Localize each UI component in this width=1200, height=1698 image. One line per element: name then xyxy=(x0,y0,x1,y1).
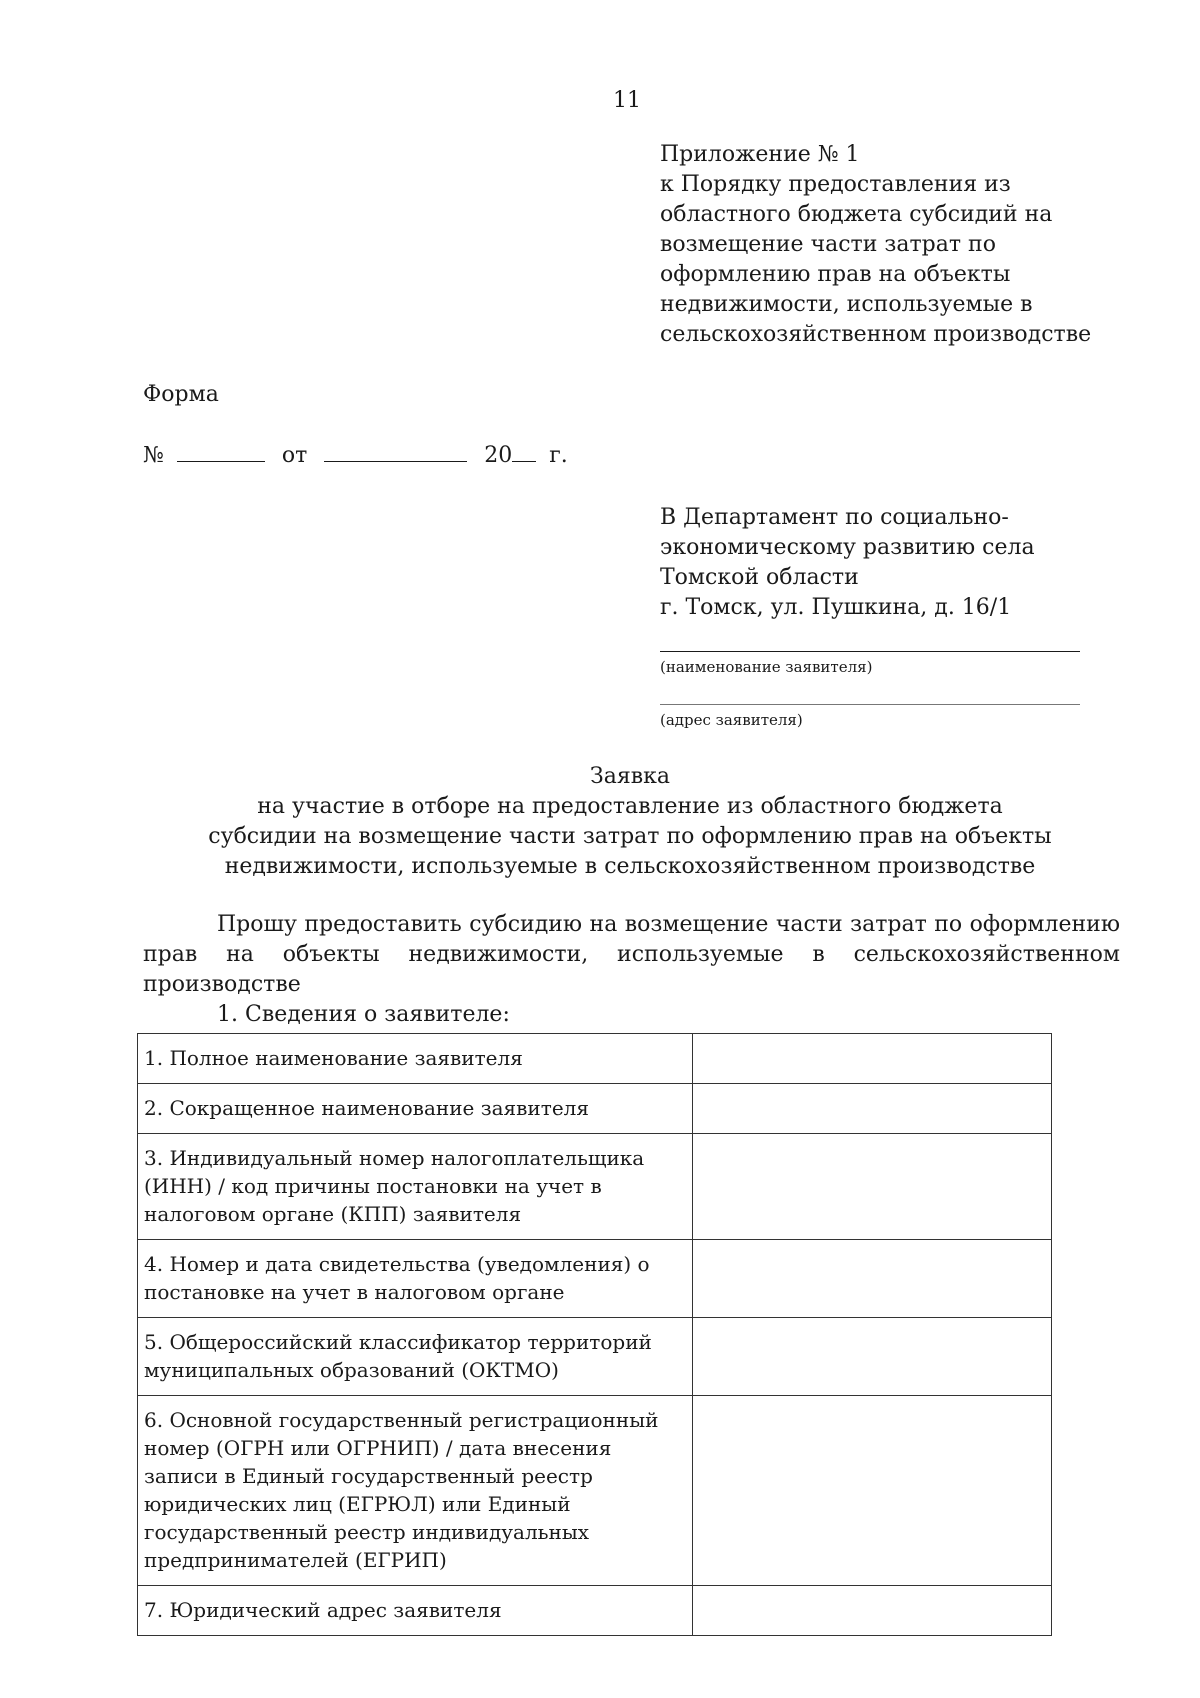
form-label: Форма xyxy=(143,382,219,407)
from-word: от xyxy=(281,443,308,468)
recipient-line: В Департамент по социально- xyxy=(660,505,1009,530)
application-title xyxy=(0,762,1200,882)
row-value-cell[interactable] xyxy=(692,1034,1051,1084)
page-number: 11 xyxy=(613,88,641,113)
table-row xyxy=(138,1034,1052,1084)
row-label: 3. Индивидуальный номер налогоплательщика (ИНН) / код причины постановки на учет в налоговом органе (КПП) заявителя xyxy=(138,1134,693,1240)
applicant-name-field[interactable] xyxy=(660,651,1080,676)
row-value-cell[interactable] xyxy=(692,1318,1051,1396)
request-paragraph: Прошу предоставить субсидию на возмещение части затрат по оформлению прав на объекты недвижимости, используемые в сельскохозяйственном производстве xyxy=(143,912,1120,997)
appendix-line: областного бюджета субсидий на xyxy=(660,202,1053,227)
application-number-line xyxy=(143,443,568,468)
applicant-name-line[interactable] xyxy=(660,651,1080,652)
recipient-line: Томской области xyxy=(660,565,859,590)
table-row xyxy=(138,1084,1052,1134)
applicant-address-line[interactable] xyxy=(660,704,1080,705)
row-value-cell[interactable] xyxy=(692,1586,1051,1636)
title-line: Заявка xyxy=(590,764,670,789)
table-row xyxy=(138,1240,1052,1318)
number-sign: № xyxy=(143,443,164,468)
applicant-address-field[interactable] xyxy=(660,704,1080,729)
row-label: 7. Юридический адрес заявителя xyxy=(138,1586,693,1636)
section-heading: 1. Сведения о заявителе: xyxy=(217,1002,510,1027)
appendix-line: оформлению прав на объекты xyxy=(660,262,1011,287)
number-blank[interactable] xyxy=(177,443,265,462)
appendix-line: возмещение части затрат по xyxy=(660,232,996,257)
row-value-cell[interactable] xyxy=(692,1084,1051,1134)
year-suffix: г. xyxy=(549,443,568,468)
appendix-line: Приложение № 1 xyxy=(660,142,860,167)
row-label: 6. Основной государственный регистрационный номер (ОГРН или ОГРНИП) / дата внесения записи в Единый государственный реестр юридических лиц (ЕГРЮЛ) или Единый государственный реестр индивидуальных предпринимателей (ЕГРИП) xyxy=(138,1396,693,1586)
applicant-info-table xyxy=(137,1033,1052,1636)
appendix-line: сельскохозяйственном производстве xyxy=(660,322,1092,347)
year-prefix: 20 xyxy=(484,443,513,468)
row-value-cell[interactable] xyxy=(692,1134,1051,1240)
table-row xyxy=(138,1586,1052,1636)
table-row xyxy=(138,1318,1052,1396)
row-value-cell[interactable] xyxy=(692,1396,1051,1586)
recipient-block xyxy=(660,503,1035,623)
appendix-header xyxy=(660,140,1091,350)
title-line: на участие в отборе на предоставление из областного бюджета xyxy=(257,794,1003,819)
row-label: 1. Полное наименование заявителя xyxy=(138,1034,693,1084)
title-line: субсидии на возмещение части затрат по оформлению прав на объекты xyxy=(208,824,1052,849)
recipient-line: г. Томск, ул. Пушкина, д. 16/1 xyxy=(660,595,1012,620)
appendix-line: к Порядку предоставления из xyxy=(660,172,1011,197)
recipient-line: экономическому развитию села xyxy=(660,535,1035,560)
year-blank[interactable] xyxy=(512,443,536,462)
body-text xyxy=(143,910,1120,1030)
date-blank[interactable] xyxy=(324,443,467,462)
table-row xyxy=(138,1396,1052,1586)
applicant-address-caption: (адрес заявителя) xyxy=(660,711,803,729)
applicant-name-caption: (наименование заявителя) xyxy=(660,658,873,676)
appendix-line: недвижимости, используемые в xyxy=(660,292,1033,317)
row-label: 5. Общероссийский классификатор территорий муниципальных образований (ОКТМО) xyxy=(138,1318,693,1396)
table-row xyxy=(138,1134,1052,1240)
row-label: 2. Сокращенное наименование заявителя xyxy=(138,1084,693,1134)
row-value-cell[interactable] xyxy=(692,1240,1051,1318)
row-label: 4. Номер и дата свидетельства (уведомления) о постановке на учет в налоговом органе xyxy=(138,1240,693,1318)
title-line: недвижимости, используемые в сельскохозяйственном производстве xyxy=(224,854,1036,879)
